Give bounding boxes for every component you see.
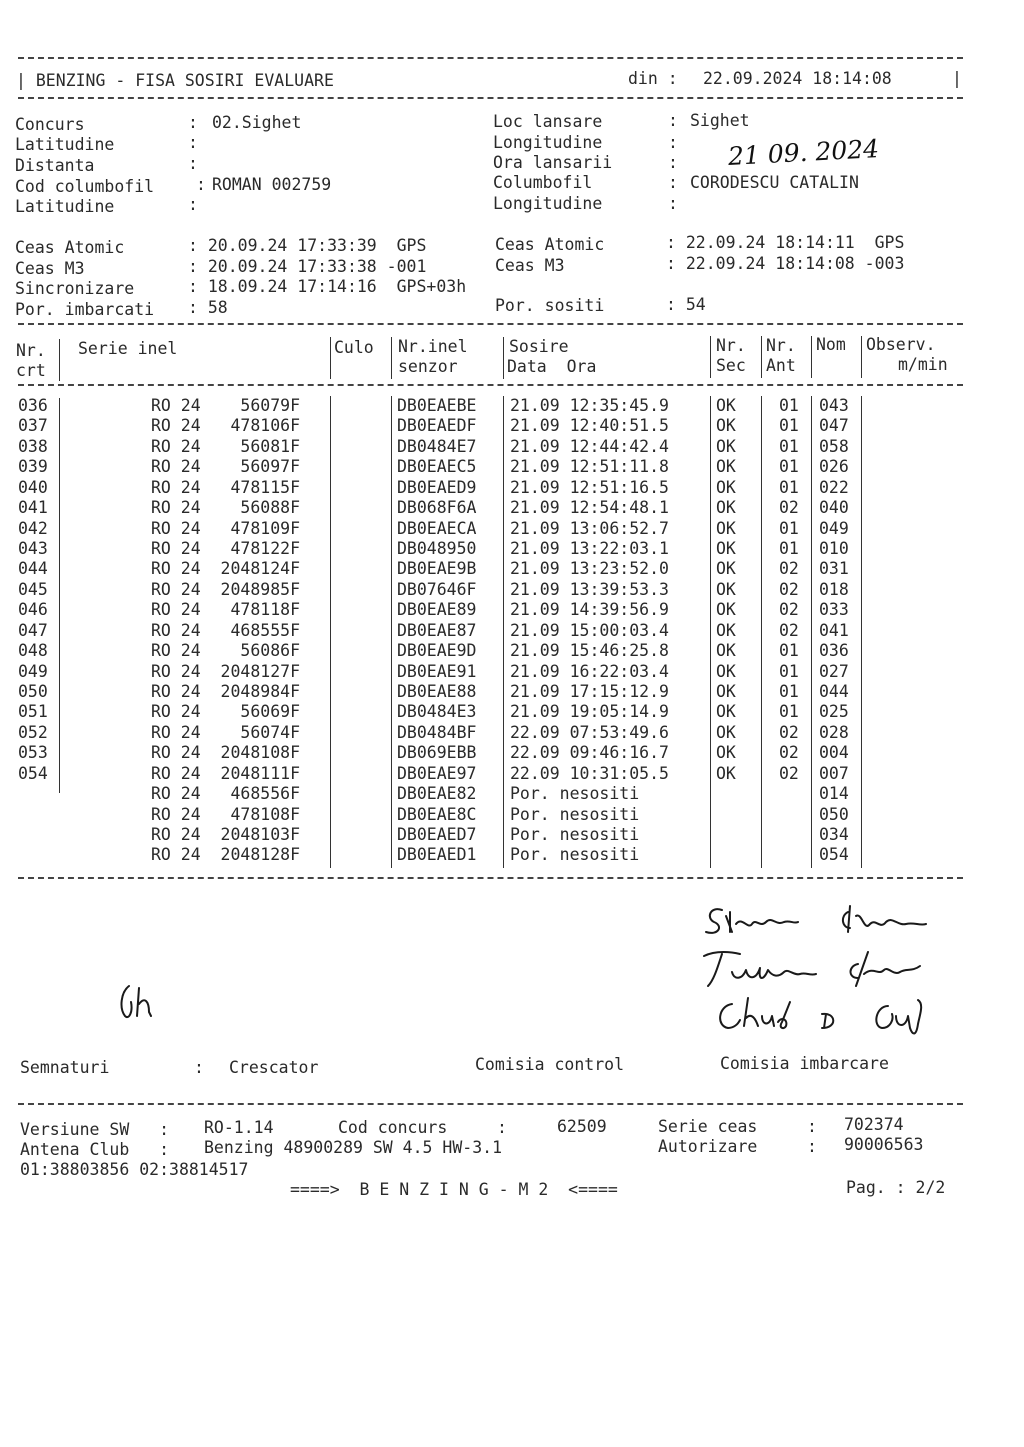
cell-serie-inel: RO 24 478115F <box>151 477 301 497</box>
cell-sosire: 21.09 12:40:51.5 <box>510 416 669 436</box>
cell-nr-sec: OK <box>716 763 736 783</box>
cell-nr-sec: OK <box>716 600 736 620</box>
cell-nr-ant: 02 <box>779 743 799 763</box>
cell-nr: 041 <box>18 498 48 518</box>
clock-value: : 20.09.24 17:33:39 GPS <box>188 236 427 255</box>
clock-label: Ceas Atomic <box>495 235 605 254</box>
cell-sosire: 21.09 16:22:03.4 <box>510 661 669 681</box>
clock-value: : 54 <box>666 295 706 314</box>
cell-nr-inel-senzor: DB068F6A <box>397 498 477 518</box>
cell-nr-inel-senzor: DB0EAE97 <box>397 763 477 783</box>
info-label: Longitudine <box>493 194 603 213</box>
cell-nom: 049 <box>819 518 849 538</box>
col-header-observ: Observ. <box>866 335 936 354</box>
cell-nom: 033 <box>819 600 849 620</box>
cell-serie-inel: RO 24 56081F <box>151 436 301 456</box>
report-date: 22.09.2024 18:14:08 <box>703 69 892 88</box>
cell-serie-inel: RO 24 2048124F <box>151 559 301 579</box>
col-header-senzor: senzor <box>398 357 458 376</box>
cell-sosire: 21.09 12:44:42.4 <box>510 436 669 456</box>
info-sep: : <box>188 113 198 132</box>
cell-serie-inel: RO 24 478108F <box>151 804 301 824</box>
cell-sosire: Por. nesositi <box>510 845 640 865</box>
cell-serie-inel: RO 24 478109F <box>151 518 301 538</box>
info-label: Columbofil <box>493 173 593 192</box>
cell-nom: 022 <box>819 477 849 497</box>
header-col-rule <box>391 337 392 379</box>
cell-nr-ant: 01 <box>779 396 799 415</box>
cell-sosire: 21.09 13:23:52.0 <box>510 559 669 579</box>
cell-nr-inel-senzor: DB0EAE88 <box>397 682 477 702</box>
cell-nr-sec: OK <box>716 559 736 579</box>
cell-nr-inel-senzor: DB0484E3 <box>397 702 477 722</box>
cell-serie-inel: RO 24 2048985F <box>151 579 301 599</box>
cell-serie-inel: RO 24 478106F <box>151 416 301 436</box>
col-header-data-ora: Data Ora <box>507 357 597 376</box>
cell-sosire: 21.09 12:35:45.9 <box>510 396 669 415</box>
cell-nr-sec: OK <box>716 539 736 558</box>
info-label: Concurs <box>15 115 85 134</box>
cell-nr: 043 <box>18 539 48 558</box>
cell-nr-ant: 02 <box>779 600 799 620</box>
cell-sosire: Por. nesositi <box>510 804 640 824</box>
cell-nr-sec: OK <box>716 416 736 436</box>
info-label: Cod columbofil <box>15 177 155 196</box>
cell-serie-inel: RO 24 2048128F <box>151 845 301 865</box>
cell-sosire: 21.09 13:22:03.1 <box>510 539 669 558</box>
footer-page: Pag. : 2/2 <box>846 1178 946 1197</box>
header-col-rule <box>503 337 504 379</box>
cell-nr-ant: 01 <box>779 661 799 681</box>
cell-nom: 047 <box>819 416 849 436</box>
cell-nom: 050 <box>819 804 849 824</box>
cell-nr: 049 <box>18 661 48 681</box>
footer-versiune: RO-1.14 <box>204 1118 274 1137</box>
info-sep: : <box>668 153 678 172</box>
cell-nr: 036 <box>18 396 48 415</box>
signature-comisia-control-label: Comisia control <box>475 1055 625 1074</box>
cell-nom: 034 <box>819 825 849 845</box>
cell-nr-sec: OK <box>716 518 736 538</box>
cell-sosire: 21.09 12:51:16.5 <box>510 477 669 497</box>
cell-nr: 046 <box>18 600 48 620</box>
cell-nr: 050 <box>18 682 48 702</box>
cell-nr-sec: OK <box>716 722 736 742</box>
header-right-bar: | <box>952 69 962 88</box>
cell-nr-inel-senzor: DB069EBB <box>397 743 477 763</box>
signature-comisia-1 <box>700 902 940 942</box>
cell-nr-sec: OK <box>716 477 736 497</box>
footer-versiune-label: Versiune SW : <box>20 1120 179 1139</box>
col-header-nr-inel: Nr.inel <box>398 337 468 356</box>
clock-label: Por. imbarcati <box>15 300 155 319</box>
clock-value: : 18.09.24 17:14:16 GPS+03h <box>188 277 467 296</box>
cell-sosire: 22.09 09:46:16.7 <box>510 743 669 763</box>
cell-nr: 040 <box>18 477 48 497</box>
header-col-rule <box>710 336 711 378</box>
cell-nr-ant: 02 <box>779 620 799 640</box>
info-sep: : <box>668 173 678 192</box>
report-title: | BENZING - FISA SOSIRI EVALUARE <box>16 71 334 90</box>
cell-serie-inel: RO 24 468555F <box>151 620 301 640</box>
cell-nom: 054 <box>819 845 849 865</box>
cell-nr-inel-senzor: DB0484BF <box>397 722 477 742</box>
header-col-rule <box>59 339 60 381</box>
col-rule <box>330 396 331 868</box>
cell-nr-ant: 02 <box>779 559 799 579</box>
cell-nr-inel-senzor: DB0EAED7 <box>397 825 477 845</box>
cell-nr-inel-senzor: DB0EAE9B <box>397 559 477 579</box>
footer-autorizare-label: Autorizare : <box>658 1137 827 1156</box>
clock-label: Ceas Atomic <box>15 238 125 257</box>
cell-sosire: 21.09 12:54:48.1 <box>510 498 669 518</box>
header-col-rule <box>330 337 331 379</box>
clock-value: : 22.09.24 18:14:11 GPS <box>666 233 905 252</box>
info-sep: : <box>668 111 678 130</box>
cell-serie-inel: RO 24 56069F <box>151 702 301 722</box>
col-header-m-min: m/min <box>898 355 948 374</box>
cell-serie-inel: RO 24 478122F <box>151 539 301 558</box>
col-header-nr-ant: Nr. <box>766 336 796 355</box>
cell-nr-inel-senzor: DB048950 <box>397 539 477 558</box>
info-label: Distanta <box>15 156 95 175</box>
clock-separator <box>18 323 963 325</box>
cell-nr-sec: OK <box>716 436 736 456</box>
cell-nr-ant: 01 <box>779 539 799 558</box>
cell-nr-ant: 02 <box>779 722 799 742</box>
cell-sosire: Por. nesositi <box>510 784 640 804</box>
cell-nr: 044 <box>18 559 48 579</box>
header-col-rule <box>761 336 762 378</box>
cell-serie-inel: RO 24 56097F <box>151 457 301 477</box>
cell-nom: 044 <box>819 682 849 702</box>
footer-autorizare: 90006563 <box>844 1135 924 1154</box>
footer-antenna-codes: 01:38803856 02:38814517 <box>20 1160 249 1179</box>
col-header-nom: Nom <box>816 335 846 354</box>
cell-sosire: 22.09 10:31:05.5 <box>510 763 669 783</box>
cell-sosire: 21.09 15:46:25.8 <box>510 641 669 661</box>
cell-nr: 038 <box>18 436 48 456</box>
info-value: CORODESCU CATALIN <box>690 173 859 192</box>
cell-nom: 028 <box>819 722 849 742</box>
footer-cod-label: Cod concurs : <box>338 1118 517 1137</box>
cell-serie-inel: RO 24 2048103F <box>151 825 301 845</box>
cell-sosire: Por. nesositi <box>510 825 640 845</box>
footer-separator <box>18 1103 963 1105</box>
cell-nr-inel-senzor: DB0EAE8C <box>397 804 477 824</box>
cell-nr-ant: 01 <box>779 641 799 661</box>
cell-serie-inel: RO 24 2048127F <box>151 661 301 681</box>
cell-nom: 040 <box>819 498 849 518</box>
header-col-rule <box>811 336 812 378</box>
signature-comisia-imbarcare-label: Comisia imbarcare <box>720 1054 889 1073</box>
col-rule <box>710 396 711 868</box>
col-rule <box>391 396 392 868</box>
cell-sosire: 21.09 13:39:53.3 <box>510 579 669 599</box>
signature-comisia-2 <box>698 946 938 996</box>
cell-nr-inel-senzor: DB0EAE89 <box>397 600 477 620</box>
cell-nr: 048 <box>18 641 48 661</box>
cell-nom: 036 <box>819 641 849 661</box>
signatures-sep: : <box>194 1058 204 1077</box>
cell-nom: 004 <box>819 743 849 763</box>
cell-nr-inel-senzor: DB0EAEDF <box>397 416 477 436</box>
cell-serie-inel: RO 24 56079F <box>151 396 301 415</box>
info-value: Sighet <box>690 111 750 130</box>
cell-nr-ant: 01 <box>779 702 799 722</box>
info-value: ROMAN 002759 <box>212 175 332 194</box>
cell-nr-sec: OK <box>716 498 736 518</box>
col-header-sec: Sec <box>716 356 746 375</box>
cell-serie-inel: RO 24 478118F <box>151 600 301 620</box>
col-rule <box>861 396 862 868</box>
info-sep: : <box>188 133 198 152</box>
cell-serie-inel: RO 24 2048984F <box>151 682 301 702</box>
cell-nr-ant: 02 <box>779 579 799 599</box>
cell-nr-sec: OK <box>716 743 736 763</box>
cell-sosire: 21.09 19:05:14.9 <box>510 702 669 722</box>
cell-nr: 053 <box>18 743 48 763</box>
info-sep: : <box>668 133 678 152</box>
cell-nom: 031 <box>819 559 849 579</box>
cell-nr: 045 <box>18 579 48 599</box>
cell-nr-ant: 01 <box>779 416 799 436</box>
signature-crescator <box>115 982 175 1022</box>
clock-label: Ceas M3 <box>15 259 85 278</box>
cell-nr-sec: OK <box>716 641 736 661</box>
cell-nr-ant: 01 <box>779 457 799 477</box>
cell-nr-inel-senzor: DB07646F <box>397 579 477 599</box>
col-header-ant: Ant <box>766 356 796 375</box>
signatures-label: Semnaturi <box>20 1058 110 1077</box>
cell-nom: 058 <box>819 436 849 456</box>
cell-nr: 054 <box>18 763 48 783</box>
cell-nr: 047 <box>18 620 48 640</box>
cell-nom: 010 <box>819 539 849 558</box>
cell-nr-inel-senzor: DB0EAEC5 <box>397 457 477 477</box>
info-label: Latitudine <box>15 135 115 154</box>
cell-nom: 043 <box>819 396 849 415</box>
cell-nr-sec: OK <box>716 620 736 640</box>
cell-nr-ant: 02 <box>779 763 799 783</box>
cell-nom: 026 <box>819 457 849 477</box>
col-rule <box>811 396 812 868</box>
clock-label: Por. sositi <box>495 296 605 315</box>
cell-nom: 025 <box>819 702 849 722</box>
cell-nom: 014 <box>819 784 849 804</box>
col-header-crt: crt <box>16 361 46 380</box>
cell-nr-sec: OK <box>716 702 736 722</box>
cell-nr-sec: OK <box>716 457 736 477</box>
footer-serie-ceas: 702374 <box>844 1115 904 1134</box>
table-footer-separator <box>18 877 963 879</box>
cell-nr-sec: OK <box>716 579 736 599</box>
cell-serie-inel: RO 24 468556F <box>151 784 301 804</box>
info-sep: : <box>188 195 198 214</box>
cell-nr: 042 <box>18 518 48 538</box>
cell-nom: 027 <box>819 661 849 681</box>
col-header-culo: Culo <box>334 338 374 357</box>
info-label: Ora lansarii <box>493 153 613 172</box>
cell-nr-inel-senzor: DB0EAECA <box>397 518 477 538</box>
cell-sosire: 21.09 13:06:52.7 <box>510 518 669 538</box>
cell-serie-inel: RO 24 56086F <box>151 641 301 661</box>
clock-value: : 20.09.24 17:33:38 -001 <box>188 257 427 276</box>
cell-nr-sec: OK <box>716 396 736 415</box>
col-header-serie: Serie inel <box>78 339 178 358</box>
col-header-nr: Nr. <box>16 341 46 360</box>
info-label: Latitudine <box>15 197 115 216</box>
signature-crescator-label: Crescator <box>229 1058 319 1077</box>
cell-sosire: 21.09 15:00:03.4 <box>510 620 669 640</box>
col-rule <box>503 396 504 868</box>
cell-nr-inel-senzor: DB0EAEBE <box>397 396 477 415</box>
clock-value: : 22.09.24 18:14:08 -003 <box>666 254 905 273</box>
clock-value: : 58 <box>188 298 228 317</box>
footer-serie-ceas-label: Serie ceas : <box>658 1117 827 1136</box>
cell-sosire: 21.09 12:51:11.8 <box>510 457 669 477</box>
cell-nr-inel-senzor: DB0EAE82 <box>397 784 477 804</box>
cell-nr-inel-senzor: DB0484E7 <box>397 436 477 456</box>
signature-comisia-3 <box>712 994 952 1044</box>
col-rule <box>761 396 762 868</box>
cell-nr-ant: 01 <box>779 436 799 456</box>
header-col-rule <box>861 336 862 378</box>
cell-nr-ant: 02 <box>779 498 799 518</box>
info-value: 02.Sighet <box>212 113 302 132</box>
footer-cod: 62509 <box>557 1117 607 1136</box>
cell-nr: 051 <box>18 702 48 722</box>
report-date-label: din : <box>628 69 688 88</box>
footer-banner: ====> B E N Z I N G - M 2 <==== <box>290 1180 618 1199</box>
handwritten-release-date: 21 09. 2024 <box>727 134 880 171</box>
cell-sosire: 21.09 14:39:56.9 <box>510 600 669 620</box>
cell-nom: 007 <box>819 763 849 783</box>
cell-nr-ant: 01 <box>779 682 799 702</box>
cell-sosire: 22.09 07:53:49.6 <box>510 722 669 742</box>
col-rule <box>59 398 60 793</box>
cell-sosire: 21.09 17:15:12.9 <box>510 682 669 702</box>
info-label: Longitudine <box>493 133 603 152</box>
cell-serie-inel: RO 24 56088F <box>151 498 301 518</box>
cell-serie-inel: RO 24 2048111F <box>151 763 301 783</box>
cell-nr-inel-senzor: DB0EAE87 <box>397 620 477 640</box>
clock-label: Ceas M3 <box>495 256 565 275</box>
info-label: Loc lansare <box>493 112 603 131</box>
cell-nr-sec: OK <box>716 682 736 702</box>
cell-nr-inel-senzor: DB0EAE9D <box>397 641 477 661</box>
top-separator <box>18 57 963 59</box>
col-header-sosire: Sosire <box>509 337 569 356</box>
cell-nom: 041 <box>819 620 849 640</box>
cell-nr: 039 <box>18 457 48 477</box>
footer-antena: Benzing 48900289 SW 4.5 HW-3.1 <box>204 1138 503 1157</box>
info-sep: : <box>196 175 206 194</box>
cell-serie-inel: RO 24 2048108F <box>151 743 301 763</box>
header-separator <box>18 97 963 99</box>
cell-nom: 018 <box>819 579 849 599</box>
info-sep: : <box>668 194 678 213</box>
cell-serie-inel: RO 24 56074F <box>151 722 301 742</box>
cell-nr: 052 <box>18 722 48 742</box>
cell-nr-inel-senzor: DB0EAED1 <box>397 845 477 865</box>
info-sep: : <box>188 154 198 173</box>
cell-nr: 037 <box>18 416 48 436</box>
col-header-nr-sec: Nr. <box>716 336 746 355</box>
cell-nr-inel-senzor: DB0EAE91 <box>397 661 477 681</box>
clock-label: Sincronizare <box>15 279 135 298</box>
cell-nr-ant: 01 <box>779 518 799 538</box>
cell-nr-ant: 01 <box>779 477 799 497</box>
cell-nr-inel-senzor: DB0EAED9 <box>397 477 477 497</box>
table-header-separator <box>18 384 963 386</box>
cell-nr-sec: OK <box>716 661 736 681</box>
footer-antena-label: Antena Club : <box>20 1140 179 1159</box>
